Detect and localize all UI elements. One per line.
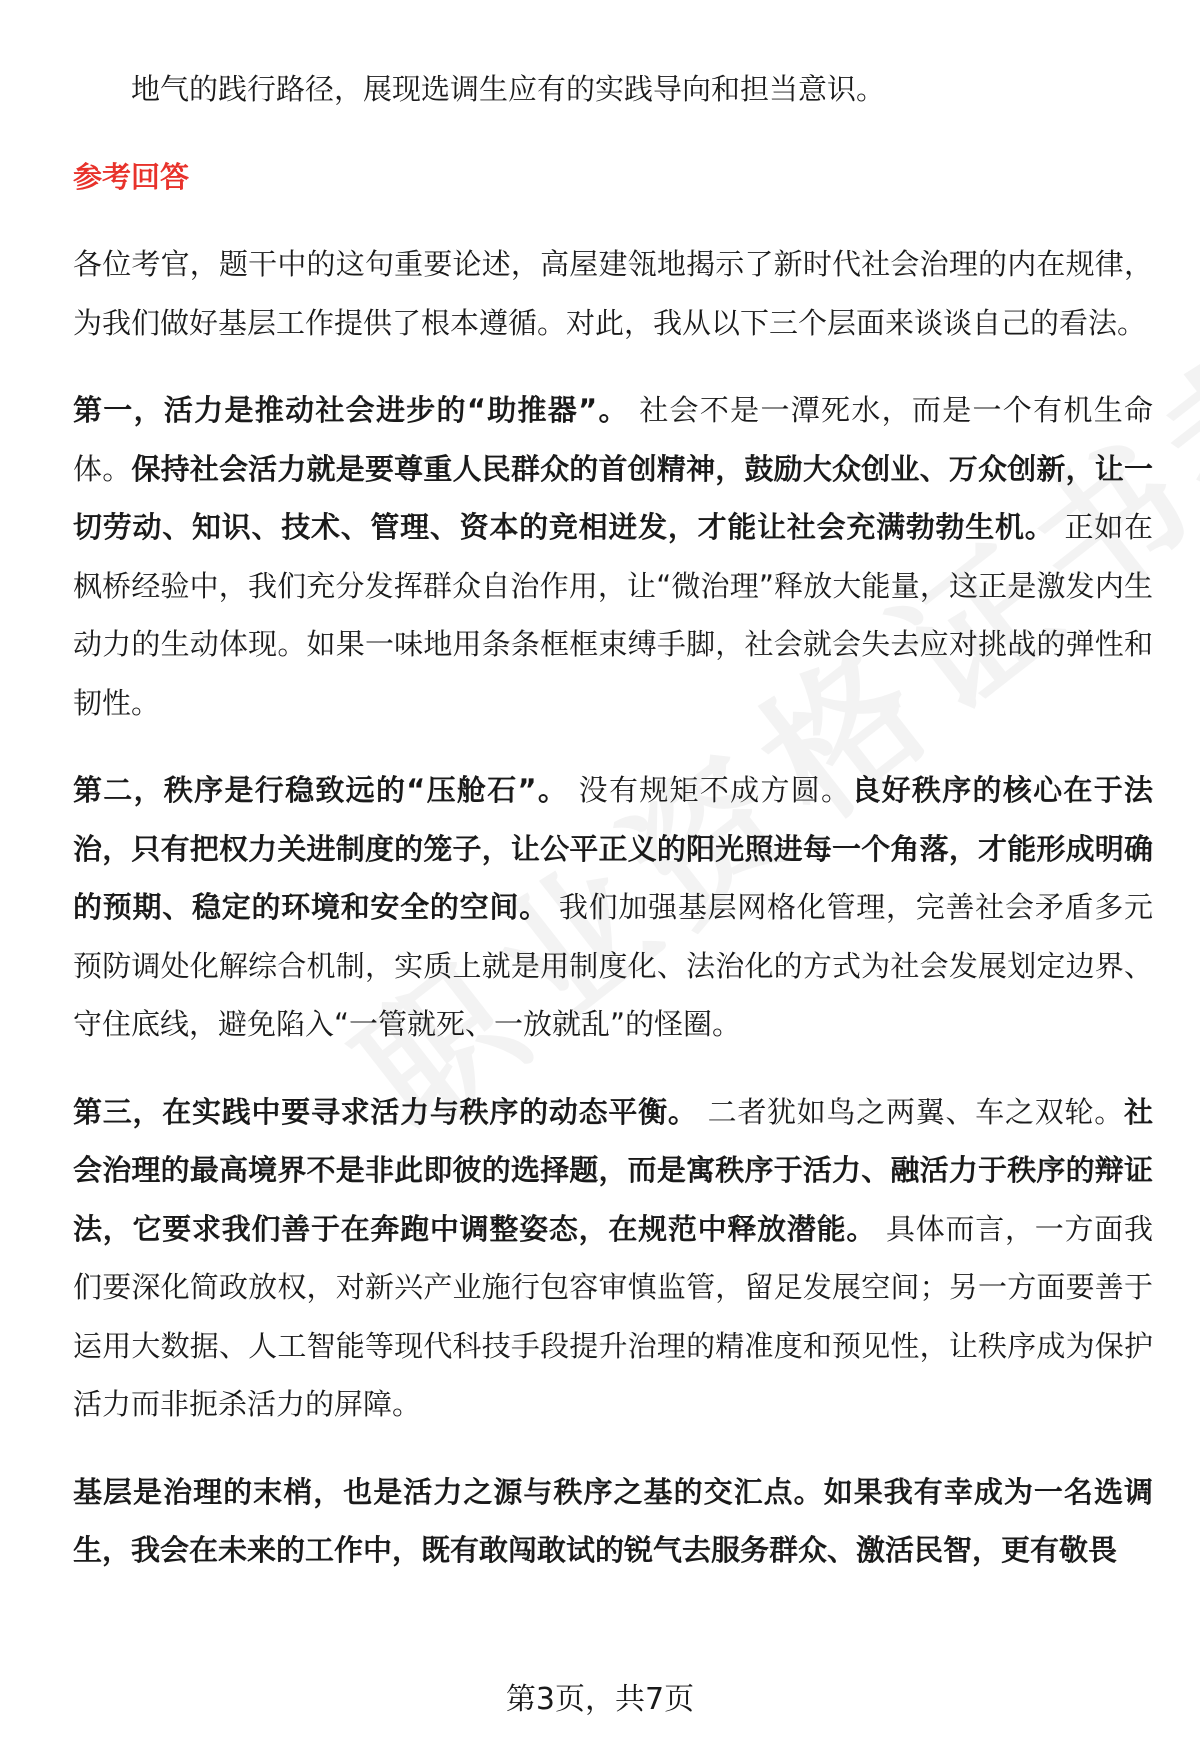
- point-one-text: 社会不是一潭死水，而是一个有机生命体。: [73, 393, 1153, 486]
- point-two-text: 没有规矩不成方圆。: [568, 773, 852, 807]
- point-three-title: 第三，在实践中要寻求活力与秩序的动态平衡。: [73, 1094, 698, 1129]
- page-number: 第3页，共7页: [505, 1682, 695, 1717]
- point-three-emphasis: 社会治理的最高境界不是非此即彼的选择题，而是寓秩序于活力、融活力于秩序的辩证法，它要求我们善于在奔跑中调整姿态，在规范中释放潜能。: [73, 1094, 1153, 1246]
- document-body: [73, 60, 1153, 1580]
- point-two-title: 第二，秩序是行稳致远的“压舱石”。: [73, 773, 569, 807]
- opening-paragraph: 各位考官，题干中的这句重要论述，高屋建瓴地揭示了新时代社会治理的内在规律，为我们做好基层工作提供了根本遵循。对此，我从以下三个层面来谈谈自己的看法。: [73, 247, 1153, 340]
- section-heading: 参考回答: [73, 159, 190, 194]
- point-two-paragraph: [73, 761, 1153, 1054]
- point-one-emphasis: 保持社会活力就是要尊重人民群众的首创精神，鼓励大众创业、万众创新，让一切劳动、知识、技术、管理、资本的竞相迸发，才能让社会充满勃勃生机。: [73, 451, 1153, 544]
- point-one-paragraph: [73, 381, 1153, 732]
- point-one-title: 第一，活力是推动社会进步的“助推器”。: [73, 393, 629, 427]
- point-two-detail: 我们加强基层网格化管理，完善社会矛盾多元预防调处化解综合机制，实质上就是用制度化、法治化的方式为社会发展划定边界、守住底线，避免陷入“一管就死、一放就乱”的怪圈。: [73, 890, 1153, 1041]
- intro-tail-paragraph: 地气的践行路径，展现选调生应有的实践导向和担当意识。: [131, 72, 886, 106]
- point-three-paragraph: [73, 1083, 1153, 1434]
- point-three-text: 二者犹如鸟之两翼、车之双轮。: [697, 1094, 1124, 1129]
- closing-paragraph: 基层是治理的末梢，也是活力之源与秩序之基的交汇点。如果我有幸成为一名选调生，我会在未来的工作中，既有敢闯敢试的锐气去服务群众、激活民智，更有敬畏: [73, 1474, 1153, 1567]
- point-one-detail: 正如在枫桥经验中，我们充分发挥群众自治作用，让“微治理”释放大能量，这正是激发内生动力的生动体现。如果一味地用条条框框束缚手脚，社会就会失去应对挑战的弹性和韧性。: [73, 510, 1153, 720]
- point-three-detail: 具体而言，一方面我们要深化简政放权，对新兴产业施行包容审慎监管，留足发展空间；另一方面要善于运用大数据、人工智能等现代科技手段提升治理的精准度和预见性，让秩序成为保护活力而非扼杀活力的屏障。: [73, 1211, 1153, 1421]
- point-two-emphasis: 良好秩序的核心在于法治，只有把权力关进制度的笼子，让公平正义的阳光照进每一个角落，才能形成明确的预期、稳定的环境和安全的空间。: [73, 773, 1154, 924]
